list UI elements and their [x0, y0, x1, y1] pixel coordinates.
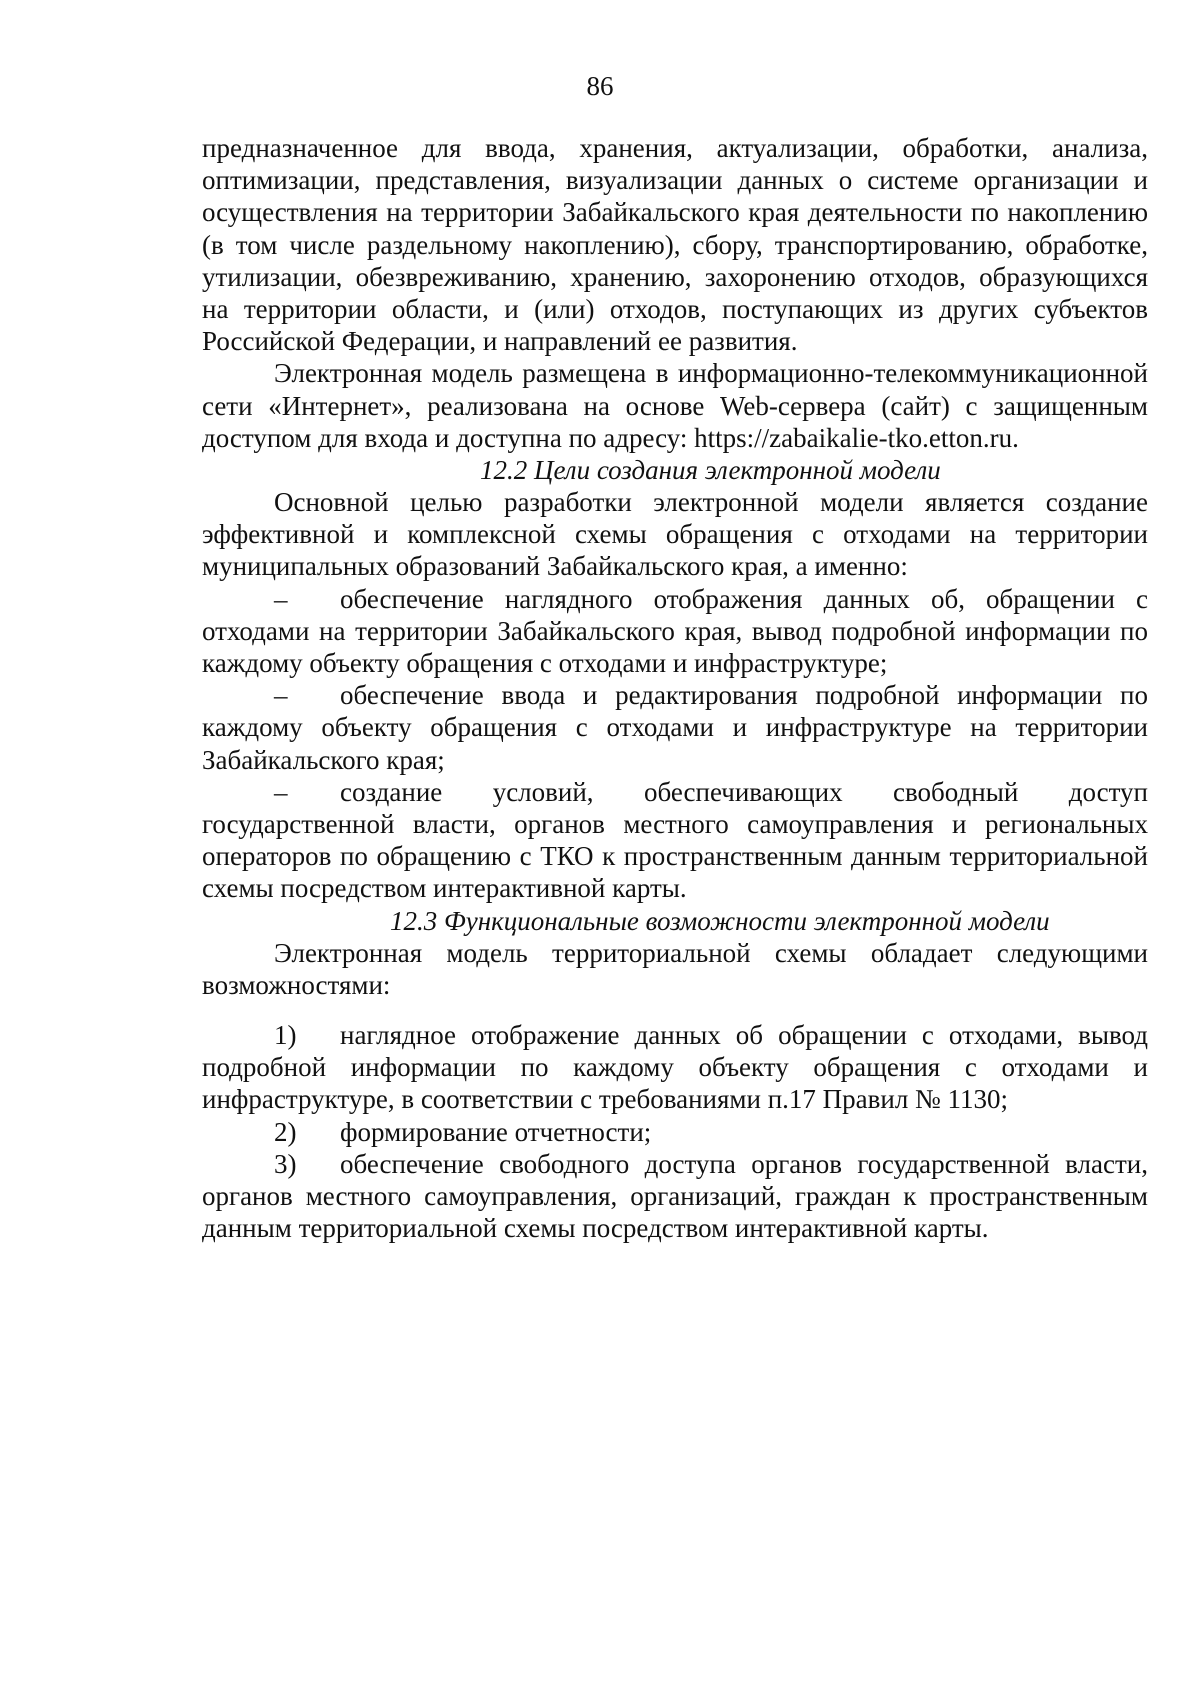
goal-item-text: обеспечение наглядного отображения данных об, обращении с отходами на территории Забайкальского края, вывод подробной информации по каждому объекту обращения с отходами и инфраструктуре; [202, 583, 1148, 679]
number-marker: 3) [274, 1148, 297, 1179]
goal-list-item [202, 776, 1148, 905]
model-url: https://zabaikalie-tko.etton.ru. [694, 422, 1019, 453]
model-paragraph-text: Электронная модель размещена в информационно-телекоммуникационной сети «Интернет», реализована на основе Web-сервера (сайт) с защищенным доступом для входа и доступна по адресу: [202, 358, 1148, 453]
section-heading-12-2: 12.2 Цели создания электронной модели [480, 455, 941, 486]
capability-list-item [202, 1148, 1148, 1245]
capability-list-item [202, 1116, 1148, 1148]
dash-marker: – [274, 583, 288, 614]
number-marker: 1) [274, 1020, 297, 1051]
goal-list-item [202, 583, 1148, 680]
capability-item-text: наглядное отображение данных об обращении с отходами, вывод подробной информации по каждому объекту обращения с отходами и инфраструктуре, в соответствии с требованиями п.17 Правил № 1130; [202, 1020, 1148, 1115]
capability-item-text: обеспечение свободного доступа органов государственной власти, органов местного самоуправления, организаций, граждан к пространственным данным территориальной схемы посредством интерактивной карты. [202, 1148, 1148, 1244]
intro-paragraph: предназначенное для ввода, хранения, актуализации, обработки, анализа, оптимизации, представления, визуализации данных о системе организации и осуществления на территории Забайкальского края деятельности по накоплению (в том числе раздельному накоплению), сбору, транспортированию, обработке, утилизации, обезвреживанию, хранению, захоронению отходов, образующихся на территории области, и (или) отходов, поступающих из других субъектов Российской Федерации, и направлений ее развития. [202, 133, 1148, 357]
capability-item-text: формирование отчетности; [340, 1116, 652, 1147]
page-content [202, 132, 1148, 1245]
section-12-3-intro: Электронная модель территориальной схемы обладает следующими возможностями: [202, 937, 1148, 1000]
section-12-2-intro: Основной целью разработки электронной модели является создание эффективной и комплексной схемы обращения с отходами на территории муниципальных образований Забайкальского края, а именно: [202, 487, 1148, 582]
goal-item-text: создание условий, обеспечивающих свободный доступ государственной власти, органов местного самоуправления и региональных операторов по обращению с ТКО к пространственным данным территориальной схемы посредством интерактивной карты. [202, 776, 1148, 904]
capability-list-item [202, 1019, 1148, 1116]
number-marker: 2) [274, 1116, 297, 1147]
goal-item-text: обеспечение ввода и редактирования подробной информации по каждому объекту обращения с отходами и инфраструктуре на территории Забайкальского края; [202, 680, 1148, 775]
dash-marker: – [274, 680, 288, 711]
dash-marker: – [274, 776, 288, 807]
model-paragraph [202, 357, 1148, 454]
section-heading-12-3: 12.3 Функциональные возможности электронной модели [390, 905, 1050, 936]
goal-list-item [202, 679, 1148, 776]
page-number: 86 [586, 71, 614, 101]
